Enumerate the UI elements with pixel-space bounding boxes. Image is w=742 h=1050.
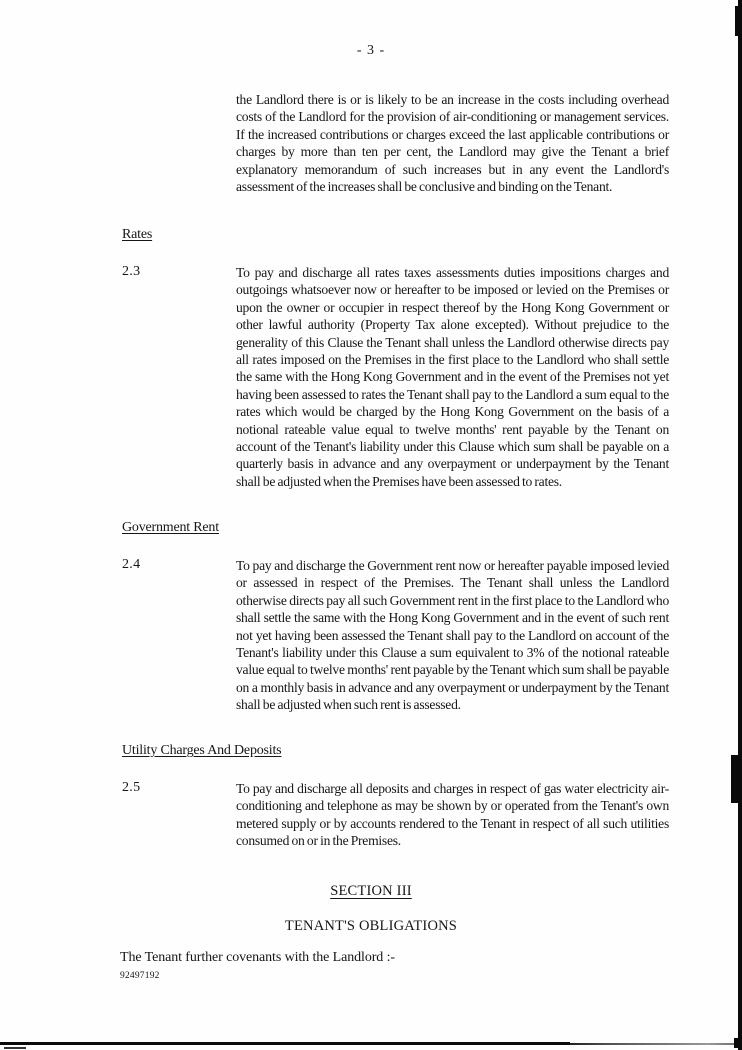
scan-artifact-right-blob-top bbox=[735, 6, 742, 36]
page-number: - 3 - bbox=[356, 43, 386, 58]
continuation-paragraph: the Landlord there is or is likely to be an increase in the costs including overhead costs of the Landlord for the provision of air-conditioning or management services. If the increased contributions or charges exceed the last applicable contributions or charges by more than ten per cent, the Landlord may give the Tenant a brief explanatory memorandum of such increases but in any event the Landlord's assessment of the increases shall be conclusive and binding on the Tenant. bbox=[236, 92, 669, 195]
section-three-subtitle: TENANT'S OBLIGATIONS bbox=[284, 918, 458, 934]
clause-text: To pay and discharge all rates taxes assessments duties impositions charges and outgoings whatsoever now or hereafter to be imposed or levied on the Premises or upon the owner or occupier in respect thereof by the Hong Kong Government or other lawful authority (Property Tax alone excepted). Without prejudice to the generality of this Clause the Tenant shall unless the Landlord otherwise directs pay all rates imposed on the Premises in the first place to the Landlord who shall settle the same with the Hong Kong Government and in the event of the Premises not yet having been assessed to rates the Tenant shall pay to the Landlord a sum equal to the rates which would be charged by the Hong Kong Government on the basis of a notional rateable value equal to twelve months' rent payable by the Tenant on account of the Tenant's liability under this Clause which sum shall be payable on a quarterly basis in advance and any overpayment or underpayment by the Tenant shall be adjusted when the Premises have been assessed to rates. bbox=[236, 265, 669, 489]
clause-2-3 bbox=[122, 264, 669, 490]
clause-number: 2.4 bbox=[122, 557, 141, 572]
scan-artifact-bottom-line bbox=[0, 1042, 570, 1045]
scan-artifact-bottom-line-faded bbox=[570, 1043, 742, 1045]
scan-artifact-right-blob-mid bbox=[731, 755, 742, 803]
section-three-title bbox=[0, 883, 742, 900]
clause-text: To pay and discharge the Government rent now or hereafter payable imposed levied or assessed in respect of the Premises. The Tenant shall unless the Landlord otherwise directs pay all such Government rent in the first place to the Landlord who shall settle the same with the Hong Kong Government and in the event of such rent not yet having been assessed the Tenant shall pay to the Landlord on account of the Tenant's liability under this Clause a sum equivalent to 3% of the notional rateable value equal to twelve months' rent payable by the Tenant which sum shall be payable on a monthly basis in advance and any overpayment or underpayment by the Tenant shall be adjusted when such rent is assessed. bbox=[236, 558, 669, 713]
document-reference-number: 92497192 bbox=[120, 971, 160, 981]
covenant-intro-line: The Tenant further covenants with the Landlord :- bbox=[120, 950, 395, 965]
section-heading-government-rent: Government Rent bbox=[122, 520, 219, 535]
scan-artifact-bottom-right-corner bbox=[734, 1038, 742, 1048]
clause-2-4 bbox=[122, 557, 669, 714]
clause-number: 2.3 bbox=[122, 264, 141, 279]
section-heading-utility-charges: Utility Charges And Deposits bbox=[122, 743, 282, 758]
clause-2-5 bbox=[122, 780, 669, 850]
clause-number: 2.5 bbox=[122, 780, 141, 795]
section-heading-rates: Rates bbox=[122, 227, 153, 242]
scan-artifact-right-edge bbox=[738, 0, 742, 1050]
clause-text: To pay and discharge all deposits and charges in respect of gas water electricity air-conditioning and telephone as may be shown by or operated from the Tenant's own metered supply or by accounts rendered to the Tenant in respect of all such utilities consumed on or in the Premises. bbox=[236, 781, 669, 849]
scan-artifact-bottom-left-marks bbox=[4, 1047, 26, 1049]
section-three-title-text: SECTION III bbox=[330, 883, 412, 899]
